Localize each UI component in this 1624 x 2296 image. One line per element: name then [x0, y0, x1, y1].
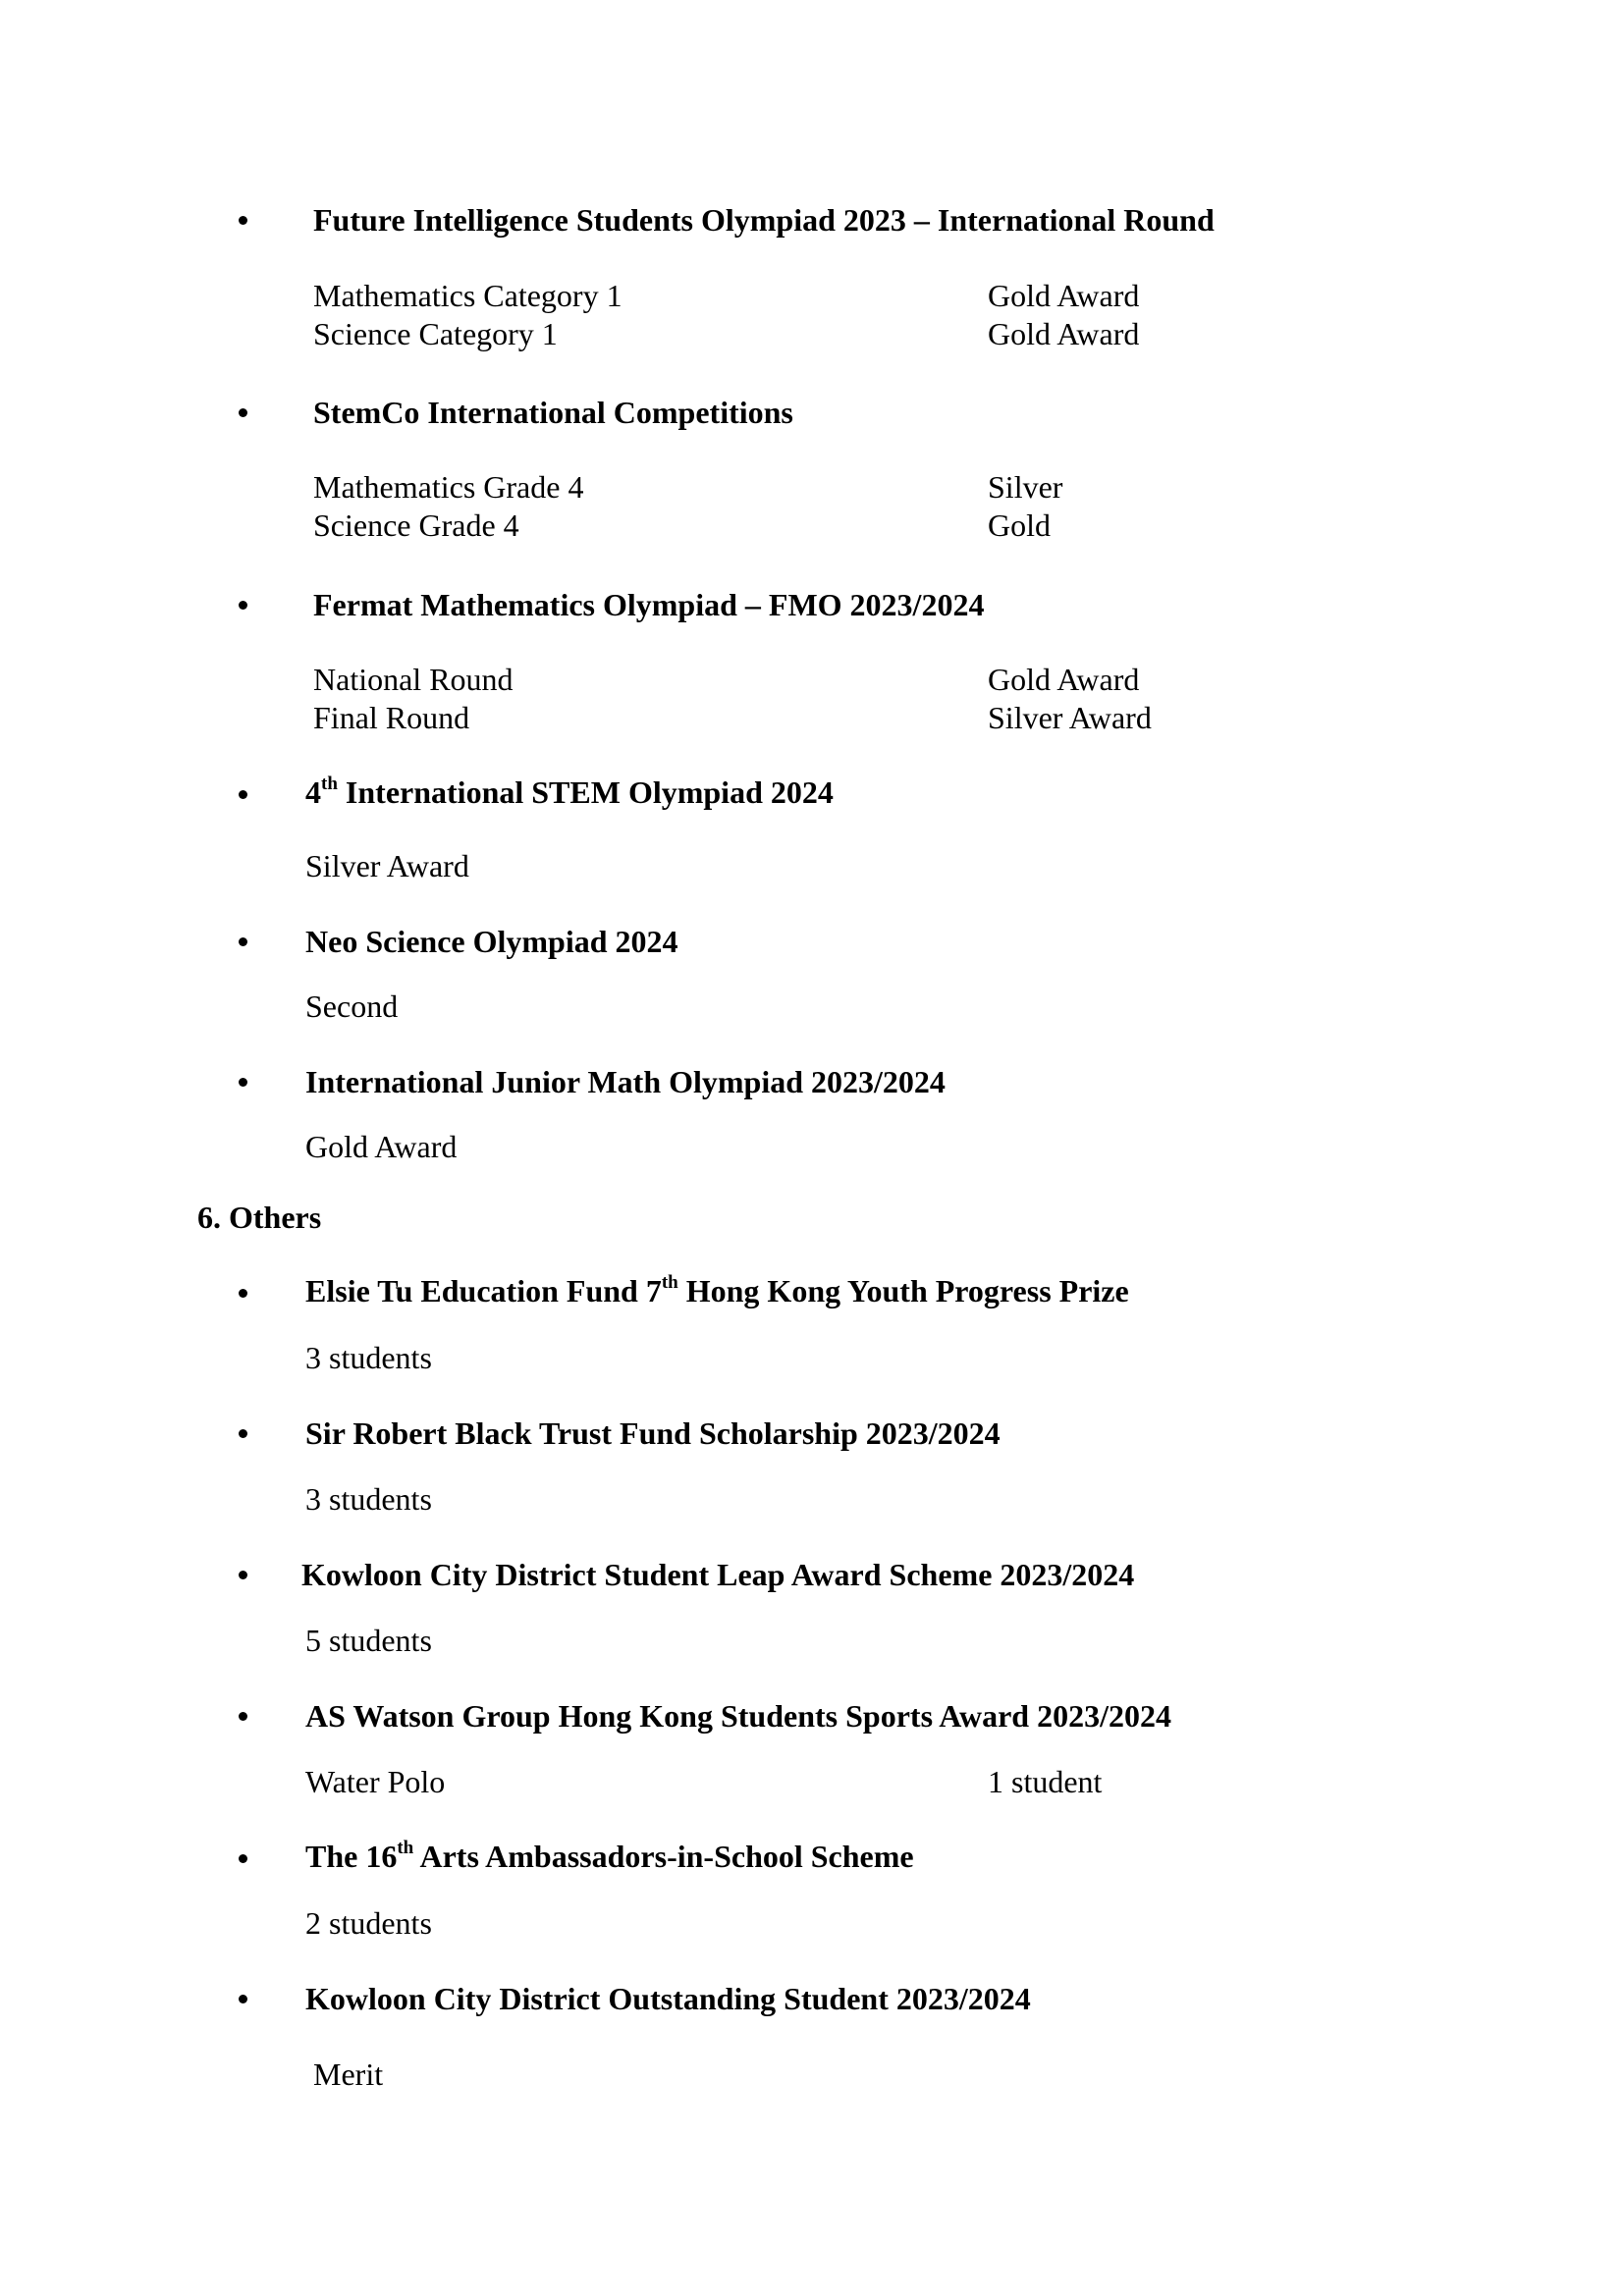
award-result: 5 students — [305, 1623, 432, 1658]
award-result: Gold Award — [988, 662, 1140, 697]
award-category-label: Final Round — [313, 700, 470, 735]
bullet-icon — [239, 601, 247, 610]
award-result: Gold Award — [305, 1129, 458, 1164]
bullet-icon — [239, 1289, 247, 1298]
bullet-icon — [239, 408, 247, 417]
bullet-icon — [239, 1571, 247, 1579]
award-heading: International Junior Math Olympiad 2023/2024 — [305, 1064, 946, 1099]
bullet-icon — [239, 216, 247, 225]
award-result: 2 students — [305, 1905, 432, 1941]
award-heading — [305, 1837, 914, 1876]
award-category-label: Science Category 1 — [313, 316, 558, 351]
award-category-label: Mathematics Category 1 — [313, 278, 623, 313]
award-heading: StemCo International Competitions — [313, 395, 793, 430]
award-category-label: Mathematics Grade 4 — [313, 469, 584, 505]
section-heading — [197, 1198, 321, 1237]
heading-text: Arts Ambassadors-in-School Scheme — [413, 1839, 914, 1874]
award-heading: Fermat Mathematics Olympiad – FMO 2023/2024 — [313, 587, 985, 622]
award-result: Gold Award — [988, 316, 1140, 351]
award-result: Silver Award — [305, 848, 469, 883]
bullet-icon — [239, 790, 247, 799]
award-result: Silver Award — [988, 700, 1152, 735]
section-title: Others — [229, 1200, 322, 1235]
award-category-label: Science Grade 4 — [313, 507, 519, 543]
award-result: 3 students — [305, 1481, 432, 1517]
heading-text: The 16 — [305, 1839, 398, 1874]
bullet-icon — [239, 937, 247, 946]
heading-number: 4 — [305, 774, 321, 810]
award-heading — [305, 1271, 1129, 1310]
heading-text: Elsie Tu Education Fund 7 — [305, 1273, 662, 1308]
award-heading: AS Watson Group Hong Kong Students Sports Award 2023/2024 — [305, 1698, 1171, 1734]
heading-text: International STEM Olympiad 2024 — [337, 774, 834, 810]
award-result: Gold — [988, 507, 1051, 543]
bullet-icon — [239, 1854, 247, 1863]
award-result: Second — [305, 988, 399, 1024]
award-category-label: National Round — [313, 662, 514, 697]
bullet-icon — [239, 1712, 247, 1721]
bullet-icon — [239, 1078, 247, 1087]
award-result: Gold Award — [988, 278, 1140, 313]
heading-superscript: th — [397, 1838, 414, 1859]
award-result: Merit — [313, 2056, 384, 2092]
section-number: 6. — [197, 1200, 221, 1235]
award-category-label: Water Polo — [305, 1764, 446, 1799]
award-result: Silver — [988, 469, 1063, 505]
heading-superscript: th — [321, 774, 338, 795]
heading-text: Hong Kong Youth Progress Prize — [677, 1273, 1129, 1308]
award-heading: Sir Robert Black Trust Fund Scholarship 2023/2024 — [305, 1415, 1001, 1451]
award-heading: Neo Science Olympiad 2024 — [305, 924, 678, 959]
award-heading: Kowloon City District Outstanding Student 2023/2024 — [305, 1981, 1031, 2016]
bullet-icon — [239, 1429, 247, 1438]
bullet-icon — [239, 1995, 247, 2003]
award-heading — [305, 773, 834, 812]
award-result: 3 students — [305, 1340, 432, 1375]
heading-superscript: th — [661, 1272, 678, 1294]
award-heading: Kowloon City District Student Leap Award Scheme 2023/2024 — [301, 1557, 1135, 1592]
award-heading: Future Intelligence Students Olympiad 2023 – International Round — [313, 202, 1215, 238]
award-result: 1 student — [988, 1764, 1103, 1799]
